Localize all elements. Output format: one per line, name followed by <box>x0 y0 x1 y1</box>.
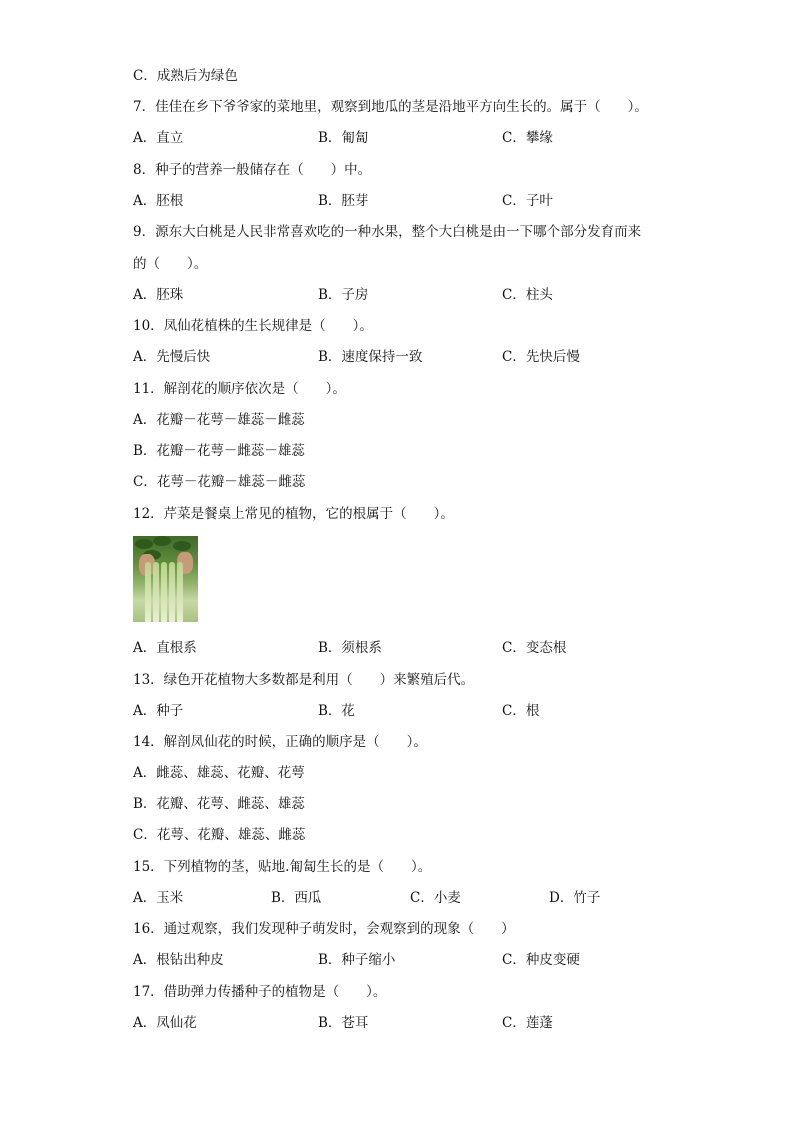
question-12: 12．芹菜是餐桌上常见的植物，它的根属于（ ）。 <box>133 506 454 522</box>
question-17: 17．借助弹力传播种子的植物是（ ）。 <box>133 984 387 1000</box>
q13-option-c: C．根 <box>502 703 540 719</box>
q7-option-c: C．攀缘 <box>502 130 553 146</box>
q15-option-a: A．玉米 <box>133 890 184 906</box>
q10-option-a: A．先慢后快 <box>133 349 211 365</box>
q10-option-c: C．先快后慢 <box>502 349 580 365</box>
question-13: 13．绿色开花植物大多数都是利用（ ）来繁殖后代。 <box>133 672 475 688</box>
question-11: 11．解剖花的顺序依次是（ ）。 <box>133 381 346 397</box>
q12-option-a: A．直根系 <box>133 640 197 656</box>
q14-option-a: A．雌蕊、雄蕊、花瓣、花萼 <box>133 765 305 781</box>
question-16: 16．通过观察，我们发现种子萌发时，会观察到的现象（ ） <box>133 921 515 937</box>
celery-photo <box>133 536 198 622</box>
question-15: 15．下列植物的茎，贴地.匍匐生长的是（ ）。 <box>133 859 432 875</box>
q6-option-c: C．成熟后为绿色 <box>133 68 238 84</box>
question-9: 9．源东大白桃是人民非常喜欢吃的一种水果，整个大白桃是由一下哪个部分发育而来 <box>133 224 642 240</box>
q8-option-a: A．胚根 <box>133 193 184 209</box>
q15-option-d: D．竹子 <box>549 890 601 906</box>
q10-option-b: B．速度保持一致 <box>318 349 423 365</box>
q7-option-a: A．直立 <box>133 130 184 146</box>
q9-option-a: A．胚珠 <box>133 287 184 303</box>
question-10: 10．凤仙花植株的生长规律是（ ）。 <box>133 318 373 334</box>
q11-option-a: A．花瓣－花萼－雄蕊－雌蕊 <box>133 412 305 428</box>
q12-option-c: C．变态根 <box>502 640 567 656</box>
q14-option-c: C．花萼、花瓣、雄蕊、雌蕊 <box>133 827 306 843</box>
q16-option-a: A．根钻出种皮 <box>133 952 224 968</box>
question-8: 8．种子的营养一般储存在（ ）中。 <box>133 162 372 178</box>
q17-option-c: C．莲蓬 <box>502 1015 553 1031</box>
q15-option-b: B．西瓜 <box>271 890 322 906</box>
q16-option-b: B．种子缩小 <box>318 952 396 968</box>
q16-option-c: C．种皮变硬 <box>502 952 580 968</box>
question-9-cont: 的（ ）。 <box>133 256 208 272</box>
q13-option-a: A．种子 <box>133 703 184 719</box>
q12-option-b: B．须根系 <box>318 640 382 656</box>
q7-option-b: B．匍匐 <box>318 130 369 146</box>
q8-option-c: C．子叶 <box>502 193 553 209</box>
q11-option-b: B．花瓣－花萼－雌蕊－雄蕊 <box>133 443 305 459</box>
question-14: 14．解剖凤仙花的时候，正确的顺序是（ ）。 <box>133 734 427 750</box>
q14-option-b: B．花瓣、花萼、雌蕊、雄蕊 <box>133 796 305 812</box>
question-7: 7．佳佳在乡下爷爷家的菜地里，观察到地瓜的茎是沿地平方向生长的。属于（ ）。 <box>133 99 648 115</box>
q9-option-b: B．子房 <box>318 287 369 303</box>
q13-option-b: B．花 <box>318 703 355 719</box>
q9-option-c: C．柱头 <box>502 287 553 303</box>
q15-option-c: C．小麦 <box>410 890 461 906</box>
q11-option-c: C．花萼－花瓣－雄蕊－雌蕊 <box>133 474 306 490</box>
q17-option-b: B．苍耳 <box>318 1015 369 1031</box>
q17-option-a: A．凤仙花 <box>133 1015 197 1031</box>
q8-option-b: B．胚芽 <box>318 193 369 209</box>
